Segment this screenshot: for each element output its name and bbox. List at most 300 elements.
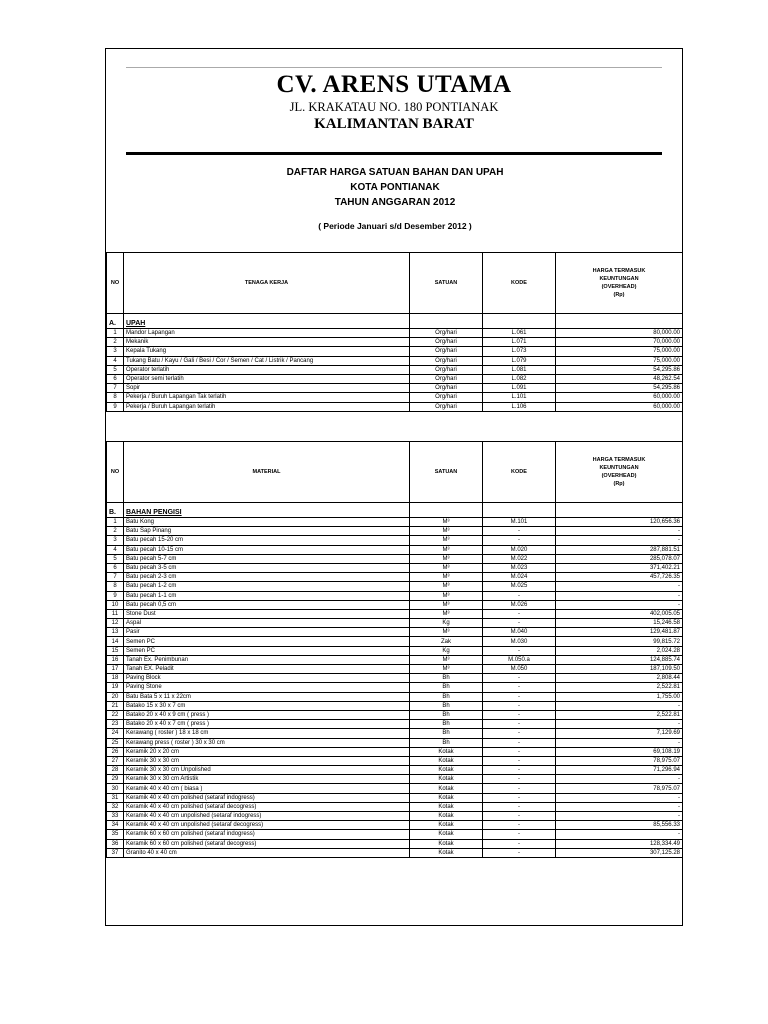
row-kode: L.073 (483, 347, 556, 356)
row-no: 21 (107, 701, 124, 710)
header-no: NO (107, 253, 124, 314)
row-satuan: M³ (410, 665, 483, 674)
upah-table (106, 252, 683, 412)
row-satuan: Org/hari (410, 374, 483, 383)
company-region: KALIMANTAN BARAT (314, 116, 474, 132)
section-empty-cell (483, 314, 556, 329)
row-name: Keramik 30 x 30 cm (124, 756, 410, 765)
section-label: BAHAN PENGISI (124, 503, 410, 518)
row-no: 27 (107, 756, 124, 765)
row-kode: - (483, 848, 556, 857)
row-name: Keramik 40 x 40 cm ( biasa ) (124, 784, 410, 793)
row-no: 2 (107, 338, 124, 347)
row-harga: - (556, 701, 683, 710)
row-no: 9 (107, 591, 124, 600)
row-harga: 54,295.86 (556, 365, 683, 374)
row-satuan: Kotak (410, 775, 483, 784)
table-row (107, 347, 683, 356)
table-row (107, 365, 683, 374)
row-no: 1 (107, 518, 124, 527)
section-empty-cell (556, 503, 683, 518)
table-row (107, 710, 683, 719)
row-name: Keramik 60 x 60 cm polished (setaraf decogress) (124, 839, 410, 848)
header-harga-line-1: HARGA TERMASUK (592, 457, 646, 463)
row-no: 30 (107, 784, 124, 793)
row-satuan: M³ (410, 518, 483, 527)
header-name: MATERIAL (124, 442, 410, 503)
row-kode: - (483, 619, 556, 628)
row-no: 5 (107, 554, 124, 563)
title-line-1: DAFTAR HARGA SATUAN BAHAN DAN UPAH (286, 167, 504, 178)
row-no: 4 (107, 356, 124, 365)
row-name: Mandor Lapangan (124, 329, 410, 338)
row-harga: 78,975.07 (556, 756, 683, 765)
row-satuan: M³ (410, 591, 483, 600)
row-no: 12 (107, 619, 124, 628)
row-harga: 371,402.21 (556, 563, 683, 572)
row-kode: - (483, 609, 556, 618)
row-no: 1 (107, 329, 124, 338)
row-no: 7 (107, 384, 124, 393)
row-kode: - (483, 720, 556, 729)
row-no: 15 (107, 646, 124, 655)
row-kode: M.030 (483, 637, 556, 646)
table-row (107, 384, 683, 393)
row-harga: 128,334.49 (556, 839, 683, 848)
row-name: Keramik 60 x 60 cm polished (setaraf indogress) (124, 830, 410, 839)
row-kode: L.106 (483, 402, 556, 411)
row-harga: 70,000.00 (556, 338, 683, 347)
header-harga (556, 253, 683, 314)
header-harga-line-3: (OVERHEAD) (601, 473, 637, 479)
row-satuan: Bh (410, 729, 483, 738)
row-name: Mekanik (124, 338, 410, 347)
row-kode: L.079 (483, 356, 556, 365)
row-no: 16 (107, 655, 124, 664)
row-satuan: M³ (410, 628, 483, 637)
row-kode: - (483, 710, 556, 719)
row-name: Batu Bata 5 x 11 x 22cm (124, 692, 410, 701)
row-satuan: Org/hari (410, 393, 483, 402)
row-satuan: Kotak (410, 802, 483, 811)
row-kode: M.024 (483, 573, 556, 582)
row-no: 31 (107, 793, 124, 802)
row-no: 34 (107, 821, 124, 830)
row-name: Kepala Tukang (124, 347, 410, 356)
table-row (107, 848, 683, 857)
row-harga: - (556, 720, 683, 729)
row-name: Batu pecah 0,5 cm (124, 600, 410, 609)
row-kode: - (483, 775, 556, 784)
row-harga: - (556, 775, 683, 784)
row-name: Batu Sap Pinang (124, 527, 410, 536)
row-kode: - (483, 674, 556, 683)
row-no: 3 (107, 536, 124, 545)
row-name: Semen PC (124, 637, 410, 646)
row-harga: 2,522.81 (556, 710, 683, 719)
row-satuan: Kotak (410, 821, 483, 830)
row-no: 4 (107, 545, 124, 554)
row-satuan: Bh (410, 674, 483, 683)
row-name: Keramik 30 x 30 cm Artistik (124, 775, 410, 784)
row-no: 3 (107, 347, 124, 356)
row-harga: 307,125.28 (556, 848, 683, 857)
row-satuan: Org/hari (410, 356, 483, 365)
row-satuan: Org/hari (410, 338, 483, 347)
row-kode: L.081 (483, 365, 556, 374)
table-row (107, 374, 683, 383)
table-row (107, 821, 683, 830)
table-row (107, 573, 683, 582)
table-row (107, 637, 683, 646)
table-row (107, 830, 683, 839)
letterhead (120, 63, 668, 145)
row-name: Semen PC (124, 646, 410, 655)
row-name: Batako 15 x 30 x 7 cm (124, 701, 410, 710)
row-harga: 7,129.69 (556, 729, 683, 738)
letterhead-top-rule (126, 67, 662, 68)
section-empty-cell (483, 503, 556, 518)
row-harga: 124,885.74 (556, 655, 683, 664)
row-satuan: M³ (410, 609, 483, 618)
row-harga: 48,262.54 (556, 374, 683, 383)
row-harga: - (556, 812, 683, 821)
row-kode: - (483, 683, 556, 692)
table-row (107, 793, 683, 802)
table-row (107, 701, 683, 710)
row-no: 23 (107, 720, 124, 729)
table-row (107, 563, 683, 572)
table-row (107, 692, 683, 701)
row-harga: 285,078.07 (556, 554, 683, 563)
row-name: Kerawang ( roster ) 18 x 18 cm (124, 729, 410, 738)
row-harga: 15,246.58 (556, 619, 683, 628)
row-harga: - (556, 536, 683, 545)
row-name: Pasir (124, 628, 410, 637)
row-no: 9 (107, 402, 124, 411)
row-no: 10 (107, 600, 124, 609)
row-kode: - (483, 802, 556, 811)
row-harga: - (556, 793, 683, 802)
row-name: Granito 40 x 40 cm (124, 848, 410, 857)
row-no: 32 (107, 802, 124, 811)
company-address: JL. KRAKATAU NO. 180 PONTIANAK (289, 100, 499, 114)
row-satuan: Kotak (410, 766, 483, 775)
table-row (107, 683, 683, 692)
row-kode: M.023 (483, 563, 556, 572)
table-row (107, 784, 683, 793)
row-satuan: M³ (410, 536, 483, 545)
header-harga-line-1: HARGA TERMASUK (592, 268, 646, 274)
table-row (107, 839, 683, 848)
row-name: Batu pecah 15-20 cm (124, 536, 410, 545)
row-kode: - (483, 536, 556, 545)
row-name: Kerawang press ( roster ) 30 x 30 cm (124, 738, 410, 747)
row-no: 33 (107, 812, 124, 821)
header-satuan: SATUAN (410, 253, 483, 314)
row-name: Batu pecah 1-2 cm (124, 582, 410, 591)
upah-header-row (107, 253, 683, 314)
row-satuan: M³ (410, 527, 483, 536)
row-no: 25 (107, 738, 124, 747)
document-title (106, 165, 684, 231)
row-name: Keramik 20 x 20 cm (124, 747, 410, 756)
row-kode: - (483, 738, 556, 747)
row-harga: 120,656.36 (556, 518, 683, 527)
header-harga-line-2: KEUNTUNGAN (599, 465, 639, 471)
row-kode: - (483, 756, 556, 765)
row-kode: - (483, 692, 556, 701)
row-harga: 2,024.28 (556, 646, 683, 655)
row-kode: M.026 (483, 600, 556, 609)
table-row (107, 674, 683, 683)
letterhead-bottom-rule (126, 152, 662, 155)
row-name: Batako 20 x 40 x 7 cm ( press ) (124, 720, 410, 729)
header-satuan: SATUAN (410, 442, 483, 503)
table-row (107, 812, 683, 821)
row-no: 29 (107, 775, 124, 784)
material-section-row (107, 503, 683, 518)
row-harga: - (556, 582, 683, 591)
row-satuan: Bh (410, 701, 483, 710)
row-satuan: M³ (410, 600, 483, 609)
row-harga: 60,000.00 (556, 393, 683, 402)
row-harga: 54,295.86 (556, 384, 683, 393)
table-row (107, 591, 683, 600)
row-kode: - (483, 784, 556, 793)
row-harga: 2,522.81 (556, 683, 683, 692)
row-no: 7 (107, 573, 124, 582)
row-satuan: Org/hari (410, 384, 483, 393)
row-name: Batu Kong (124, 518, 410, 527)
row-name: Pekerja / Buruh Lapangan terlatih (124, 402, 410, 411)
row-no: 6 (107, 374, 124, 383)
company-name: CV. ARENS UTAMA (276, 71, 512, 98)
row-satuan: Kotak (410, 839, 483, 848)
row-no: 28 (107, 766, 124, 775)
row-satuan: Kotak (410, 830, 483, 839)
row-harga: 78,975.07 (556, 784, 683, 793)
row-name: Batu pecah 3-5 cm (124, 563, 410, 572)
table-row (107, 536, 683, 545)
row-satuan: Kg (410, 646, 483, 655)
row-name: Sopir (124, 384, 410, 393)
table-row (107, 527, 683, 536)
row-kode: - (483, 646, 556, 655)
table-row (107, 600, 683, 609)
row-satuan: M³ (410, 554, 483, 563)
table-row (107, 775, 683, 784)
row-name: Batako 20 x 40 x 9 cm ( press ) (124, 710, 410, 719)
section-empty-cell (410, 314, 483, 329)
header-harga (556, 442, 683, 503)
row-kode: L.061 (483, 329, 556, 338)
row-satuan: Kotak (410, 756, 483, 765)
row-harga: 69,108.19 (556, 747, 683, 756)
table-row (107, 393, 683, 402)
header-name: TENAGA KERJA (124, 253, 410, 314)
row-name: Batu pecah 2-3 cm (124, 573, 410, 582)
upah-section-row (107, 314, 683, 329)
row-satuan: Bh (410, 738, 483, 747)
row-kode: M.050 (483, 665, 556, 674)
table-row (107, 802, 683, 811)
row-satuan: Kotak (410, 812, 483, 821)
row-harga: - (556, 738, 683, 747)
row-name: Tukang Batu / Kayu / Gali / Besi / Cor / Semen / Cat / Listrik / Pancang (124, 356, 410, 365)
row-satuan: Kotak (410, 784, 483, 793)
row-no: 2 (107, 527, 124, 536)
row-harga: - (556, 527, 683, 536)
row-name: Tanah Ex. Penimbunan (124, 655, 410, 664)
row-harga: 457,726.35 (556, 573, 683, 582)
header-no: NO (107, 442, 124, 503)
row-harga: 71,296.94 (556, 766, 683, 775)
row-no: 24 (107, 729, 124, 738)
table-row (107, 738, 683, 747)
row-name: Keramik 40 x 40 cm polished (setaraf indogress) (124, 793, 410, 802)
row-satuan: Zak (410, 637, 483, 646)
period-note: ( Periode Januari s/d Desember 2012 ) (318, 221, 472, 231)
table-row (107, 756, 683, 765)
section-empty-cell (556, 314, 683, 329)
row-satuan: M³ (410, 573, 483, 582)
row-satuan: M³ (410, 563, 483, 572)
row-kode: - (483, 839, 556, 848)
material-header-row (107, 442, 683, 503)
section-label: UPAH (124, 314, 410, 329)
row-harga: 60,000.00 (556, 402, 683, 411)
row-name: Keramik 40 x 40 cm unpolished (setaraf decogress) (124, 821, 410, 830)
row-kode: M.022 (483, 554, 556, 563)
row-no: 13 (107, 628, 124, 637)
row-name: Aspal (124, 619, 410, 628)
row-harga: 75,000.00 (556, 356, 683, 365)
row-satuan: Bh (410, 683, 483, 692)
row-kode: - (483, 701, 556, 710)
row-no: 6 (107, 563, 124, 572)
title-line-2: KOTA PONTIANAK (350, 182, 440, 193)
row-kode: - (483, 729, 556, 738)
row-no: 18 (107, 674, 124, 683)
row-harga: - (556, 802, 683, 811)
table-row (107, 729, 683, 738)
row-satuan: Org/hari (410, 347, 483, 356)
row-harga: 99,815.72 (556, 637, 683, 646)
row-harga: - (556, 830, 683, 839)
material-table (106, 441, 683, 858)
row-kode: L.071 (483, 338, 556, 347)
row-name: Keramik 30 x 30 cm Unpolished (124, 766, 410, 775)
row-no: 36 (107, 839, 124, 848)
row-name: Stone Dust (124, 609, 410, 618)
row-satuan: M³ (410, 545, 483, 554)
row-satuan: Kotak (410, 793, 483, 802)
row-name: Batu pecah 1-1 cm (124, 591, 410, 600)
header-harga-line-3: (OVERHEAD) (601, 284, 637, 290)
row-no: 37 (107, 848, 124, 857)
row-no: 8 (107, 393, 124, 402)
row-kode: - (483, 527, 556, 536)
row-kode: M.101 (483, 518, 556, 527)
row-kode: - (483, 812, 556, 821)
table-row (107, 747, 683, 756)
row-harga: 85,556.33 (556, 821, 683, 830)
table-row (107, 338, 683, 347)
row-no: 5 (107, 365, 124, 374)
row-kode: L.082 (483, 374, 556, 383)
row-kode: M.050.a (483, 655, 556, 664)
table-row (107, 720, 683, 729)
table-row (107, 766, 683, 775)
row-kode: L.101 (483, 393, 556, 402)
row-kode: - (483, 830, 556, 839)
row-name: Paving Block (124, 674, 410, 683)
row-satuan: Org/hari (410, 365, 483, 374)
section-letter: B. (107, 503, 124, 518)
row-harga: 75,000.00 (556, 347, 683, 356)
row-satuan: M³ (410, 582, 483, 591)
table-row (107, 646, 683, 655)
row-kode: - (483, 821, 556, 830)
row-no: 26 (107, 747, 124, 756)
section-empty-cell (410, 503, 483, 518)
row-satuan: Kg (410, 619, 483, 628)
title-line-3: TAHUN ANGGARAN 2012 (334, 197, 456, 208)
header-kode: KODE (483, 442, 556, 503)
row-no: 17 (107, 665, 124, 674)
row-no: 11 (107, 609, 124, 618)
row-name: Paving Stone (124, 683, 410, 692)
row-satuan: Bh (410, 720, 483, 729)
row-satuan: M³ (410, 655, 483, 664)
table-row (107, 329, 683, 338)
row-no: 8 (107, 582, 124, 591)
table-row (107, 628, 683, 637)
row-harga: 2,808.44 (556, 674, 683, 683)
header-harga-line-4: (Rp) (613, 292, 625, 298)
row-name: Keramik 40 x 40 cm polished (setaraf decogress) (124, 802, 410, 811)
row-harga: - (556, 600, 683, 609)
row-name: Batu pecah 10-15 cm (124, 545, 410, 554)
row-no: 20 (107, 692, 124, 701)
header-kode: KODE (483, 253, 556, 314)
row-name: Batu pecah 5-7 cm (124, 554, 410, 563)
table-row (107, 518, 683, 527)
row-satuan: Kotak (410, 848, 483, 857)
row-harga: 402,005.05 (556, 609, 683, 618)
row-no: 19 (107, 683, 124, 692)
row-no: 22 (107, 710, 124, 719)
table-row (107, 619, 683, 628)
row-satuan: Org/hari (410, 329, 483, 338)
header-harga-line-4: (Rp) (613, 481, 625, 487)
row-kode: - (483, 591, 556, 600)
table-row (107, 665, 683, 674)
row-satuan: Kotak (410, 747, 483, 756)
row-kode: M.040 (483, 628, 556, 637)
row-satuan: Bh (410, 692, 483, 701)
row-harga: 287,881.51 (556, 545, 683, 554)
row-kode: L.091 (483, 384, 556, 393)
row-kode: M.025 (483, 582, 556, 591)
header-harga-line-2: KEUNTUNGAN (599, 276, 639, 282)
row-harga: - (556, 591, 683, 600)
row-name: Operator semi terlatih (124, 374, 410, 383)
row-name: Keramik 40 x 40 cm unpolished (setaraf indogress) (124, 812, 410, 821)
section-letter: A. (107, 314, 124, 329)
row-name: Operator terlatih (124, 365, 410, 374)
